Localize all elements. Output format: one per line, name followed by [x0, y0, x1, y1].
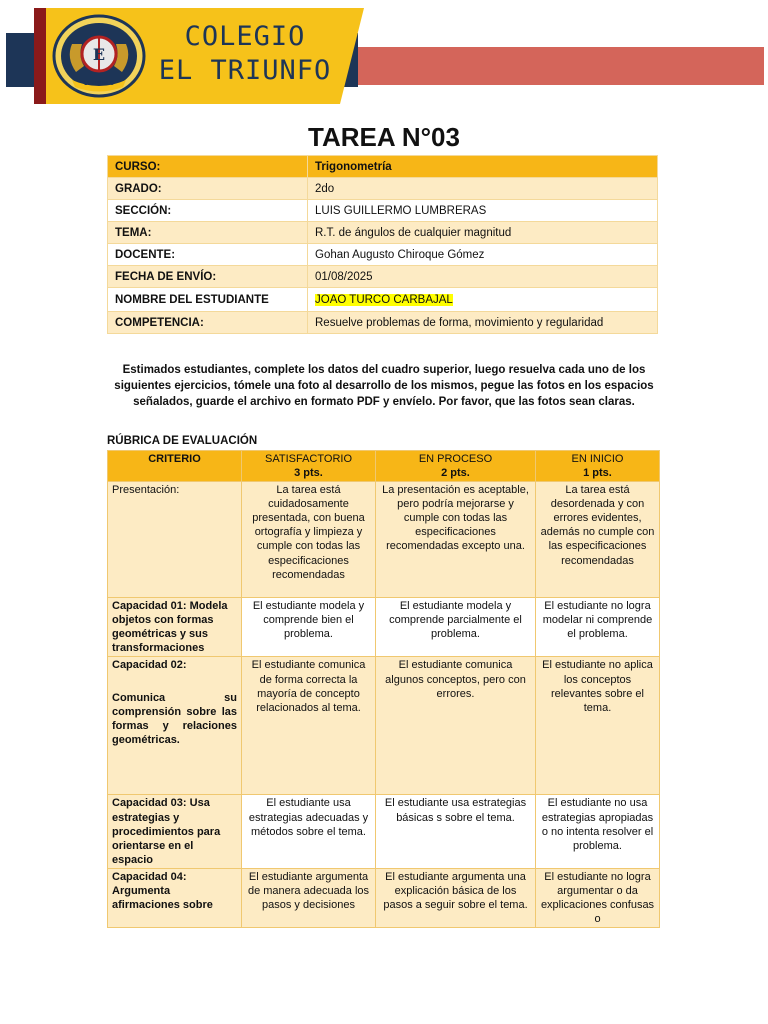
- info-value: Resuelve problemas de forma, movimiento y regularidad: [308, 312, 658, 334]
- rubric-header-row: [108, 451, 660, 482]
- info-value: R.T. de ángulos de cualquier magnitud: [308, 222, 658, 244]
- info-label: TEMA:: [108, 222, 308, 244]
- rubric-satisfactorio: El estudiante usa estrategias adecuadas y métodos sobre el tema.: [242, 795, 376, 868]
- info-label: SECCIÓN:: [108, 200, 308, 222]
- info-table: [107, 155, 658, 334]
- rubric-criterion: Comunica su comprensión sobre las formas y relaciones geométricas.: [112, 691, 237, 746]
- info-value: LUIS GUILLERMO LUMBRERAS: [308, 200, 658, 222]
- rubric-criterion: Capacidad 03: Usa estrategias y procedimientos para orientarse en el espacio: [108, 795, 242, 868]
- info-value: 2do: [308, 178, 658, 200]
- rubric-header-criterio: [108, 451, 242, 482]
- info-row-seccion: [108, 200, 658, 222]
- info-value: Trigonometría: [308, 156, 658, 178]
- rubric-satisfactorio: El estudiante modela y comprende bien el problema.: [242, 598, 376, 657]
- info-row-competencia: [108, 312, 658, 334]
- rubric-en-proceso: La presentación es aceptable, pero podría mejorarse y cumple con todas las especificaciones recomendadas excepto una.: [376, 482, 536, 598]
- rubric-satisfactorio: El estudiante argumenta de manera adecuada los pasos y decisiones: [242, 868, 376, 927]
- rubric-en-inicio: El estudiante no aplica los conceptos relevantes sobre el tema.: [536, 657, 660, 795]
- header-name: SATISFACTORIO: [265, 453, 352, 465]
- rubric-en-proceso: El estudiante argumenta una explicación básica de los pasos a seguir sobre el tema.: [376, 868, 536, 927]
- rubric-criterion: Capacidad 04: Argumenta afirmaciones sobre: [108, 868, 242, 927]
- rubric-satisfactorio: La tarea está cuidadosamente presentada, con buena ortografía y limpieza y cumple con todas las especificaciones recomendadas: [242, 482, 376, 598]
- rubric-criterion: Capacidad 01: Modela objetos con formas geométricas y sus transformaciones: [108, 598, 242, 657]
- rubric-title: RÚBRICA DE EVALUACIÓN: [107, 435, 258, 447]
- rubric-row-capacidad-01: [108, 598, 660, 657]
- info-row-docente: [108, 244, 658, 266]
- info-row-fecha: [108, 266, 658, 288]
- rubric-en-inicio: El estudiante no logra modelar ni comprende el problema.: [536, 598, 660, 657]
- page-title: TAREA N°03: [308, 122, 460, 152]
- info-value: Gohan Augusto Chiroque Gómez: [308, 244, 658, 266]
- school-name-line1: COLEGIO: [184, 21, 306, 52]
- rubric-row-capacidad-04: [108, 868, 660, 927]
- rubric-satisfactorio: El estudiante comunica de forma correcta la mayoría de concepto relacionados al tema.: [242, 657, 376, 795]
- rubric-row-capacidad-02: [108, 657, 660, 795]
- rubric-row-capacidad-03: [108, 795, 660, 868]
- info-row-grado: [108, 178, 658, 200]
- header-points: 1 pts.: [583, 467, 612, 480]
- rubric-en-inicio: El estudiante no logra argumentar o da explicaciones confusas o: [536, 868, 660, 927]
- header-gold-tip: [340, 8, 364, 104]
- rubric-header-satisfactorio: [242, 451, 376, 482]
- header-maroon-stripe: [34, 8, 46, 104]
- info-value: 01/08/2025: [308, 266, 658, 288]
- header-coral-band: [358, 47, 764, 85]
- rubric-en-inicio: El estudiante no usa estrategias apropiadas o no intenta resolver el problema.: [536, 795, 660, 868]
- header-name: EN INICIO: [571, 453, 624, 465]
- header-points: 2 pts.: [441, 467, 470, 480]
- info-label: CURSO:: [108, 156, 308, 178]
- rubric-en-proceso: El estudiante comunica algunos conceptos, pero con errores.: [376, 657, 536, 795]
- info-label: FECHA DE ENVÍO:: [108, 266, 308, 288]
- header-name: EN PROCESO: [418, 453, 493, 465]
- rubric-table: [107, 450, 660, 928]
- rubric-header-en-inicio: [536, 451, 660, 482]
- student-name-field[interactable]: JOAO TURCO CARBAJAL: [315, 293, 453, 306]
- school-name: [150, 20, 340, 88]
- svg-text:E: E: [92, 45, 106, 64]
- info-row-estudiante: [108, 288, 658, 312]
- rubric-criterion-title: Capacidad 02:: [112, 659, 187, 672]
- rubric-en-proceso: El estudiante usa estrategias básicas s sobre el tema.: [376, 795, 536, 868]
- school-crest-logo: [52, 14, 146, 98]
- school-name-line2: EL TRIUNFO: [158, 54, 332, 86]
- header-name: CRITERIO: [148, 453, 201, 465]
- header-points: 3 pts.: [294, 467, 323, 480]
- crest-motto: EL TRIUNFO: [84, 81, 114, 87]
- rubric-header-en-proceso: [376, 451, 536, 482]
- rubric-en-proceso: El estudiante modela y comprende parcialmente el problema.: [376, 598, 536, 657]
- instructions-paragraph: Estimados estudiantes, complete los datos del cuadro superior, luego resuelva cada uno de los siguientes ejercicios, tómele una foto al desarrollo de los mismos, pegue las fotos en los espacios señalados, guarde el archivo en formato PDF y envíelo. Por favor, que las fotos sean claras.: [114, 364, 654, 409]
- rubric-en-inicio: La tarea está desordenada y con errores evidentes, además no cumple con las especificaciones recomendadas: [536, 482, 660, 598]
- info-label: COMPETENCIA:: [108, 312, 308, 334]
- info-label: NOMBRE DEL ESTUDIANTE: [108, 288, 308, 312]
- rubric-criterion: Presentación:: [108, 482, 242, 598]
- info-row-tema: [108, 222, 658, 244]
- rubric-row-presentacion: [108, 482, 660, 598]
- rubric-criterion-cell: [108, 657, 242, 795]
- info-label: GRADO:: [108, 178, 308, 200]
- info-value-cell: [308, 288, 658, 312]
- info-label: DOCENTE:: [108, 244, 308, 266]
- info-row-curso: [108, 156, 658, 178]
